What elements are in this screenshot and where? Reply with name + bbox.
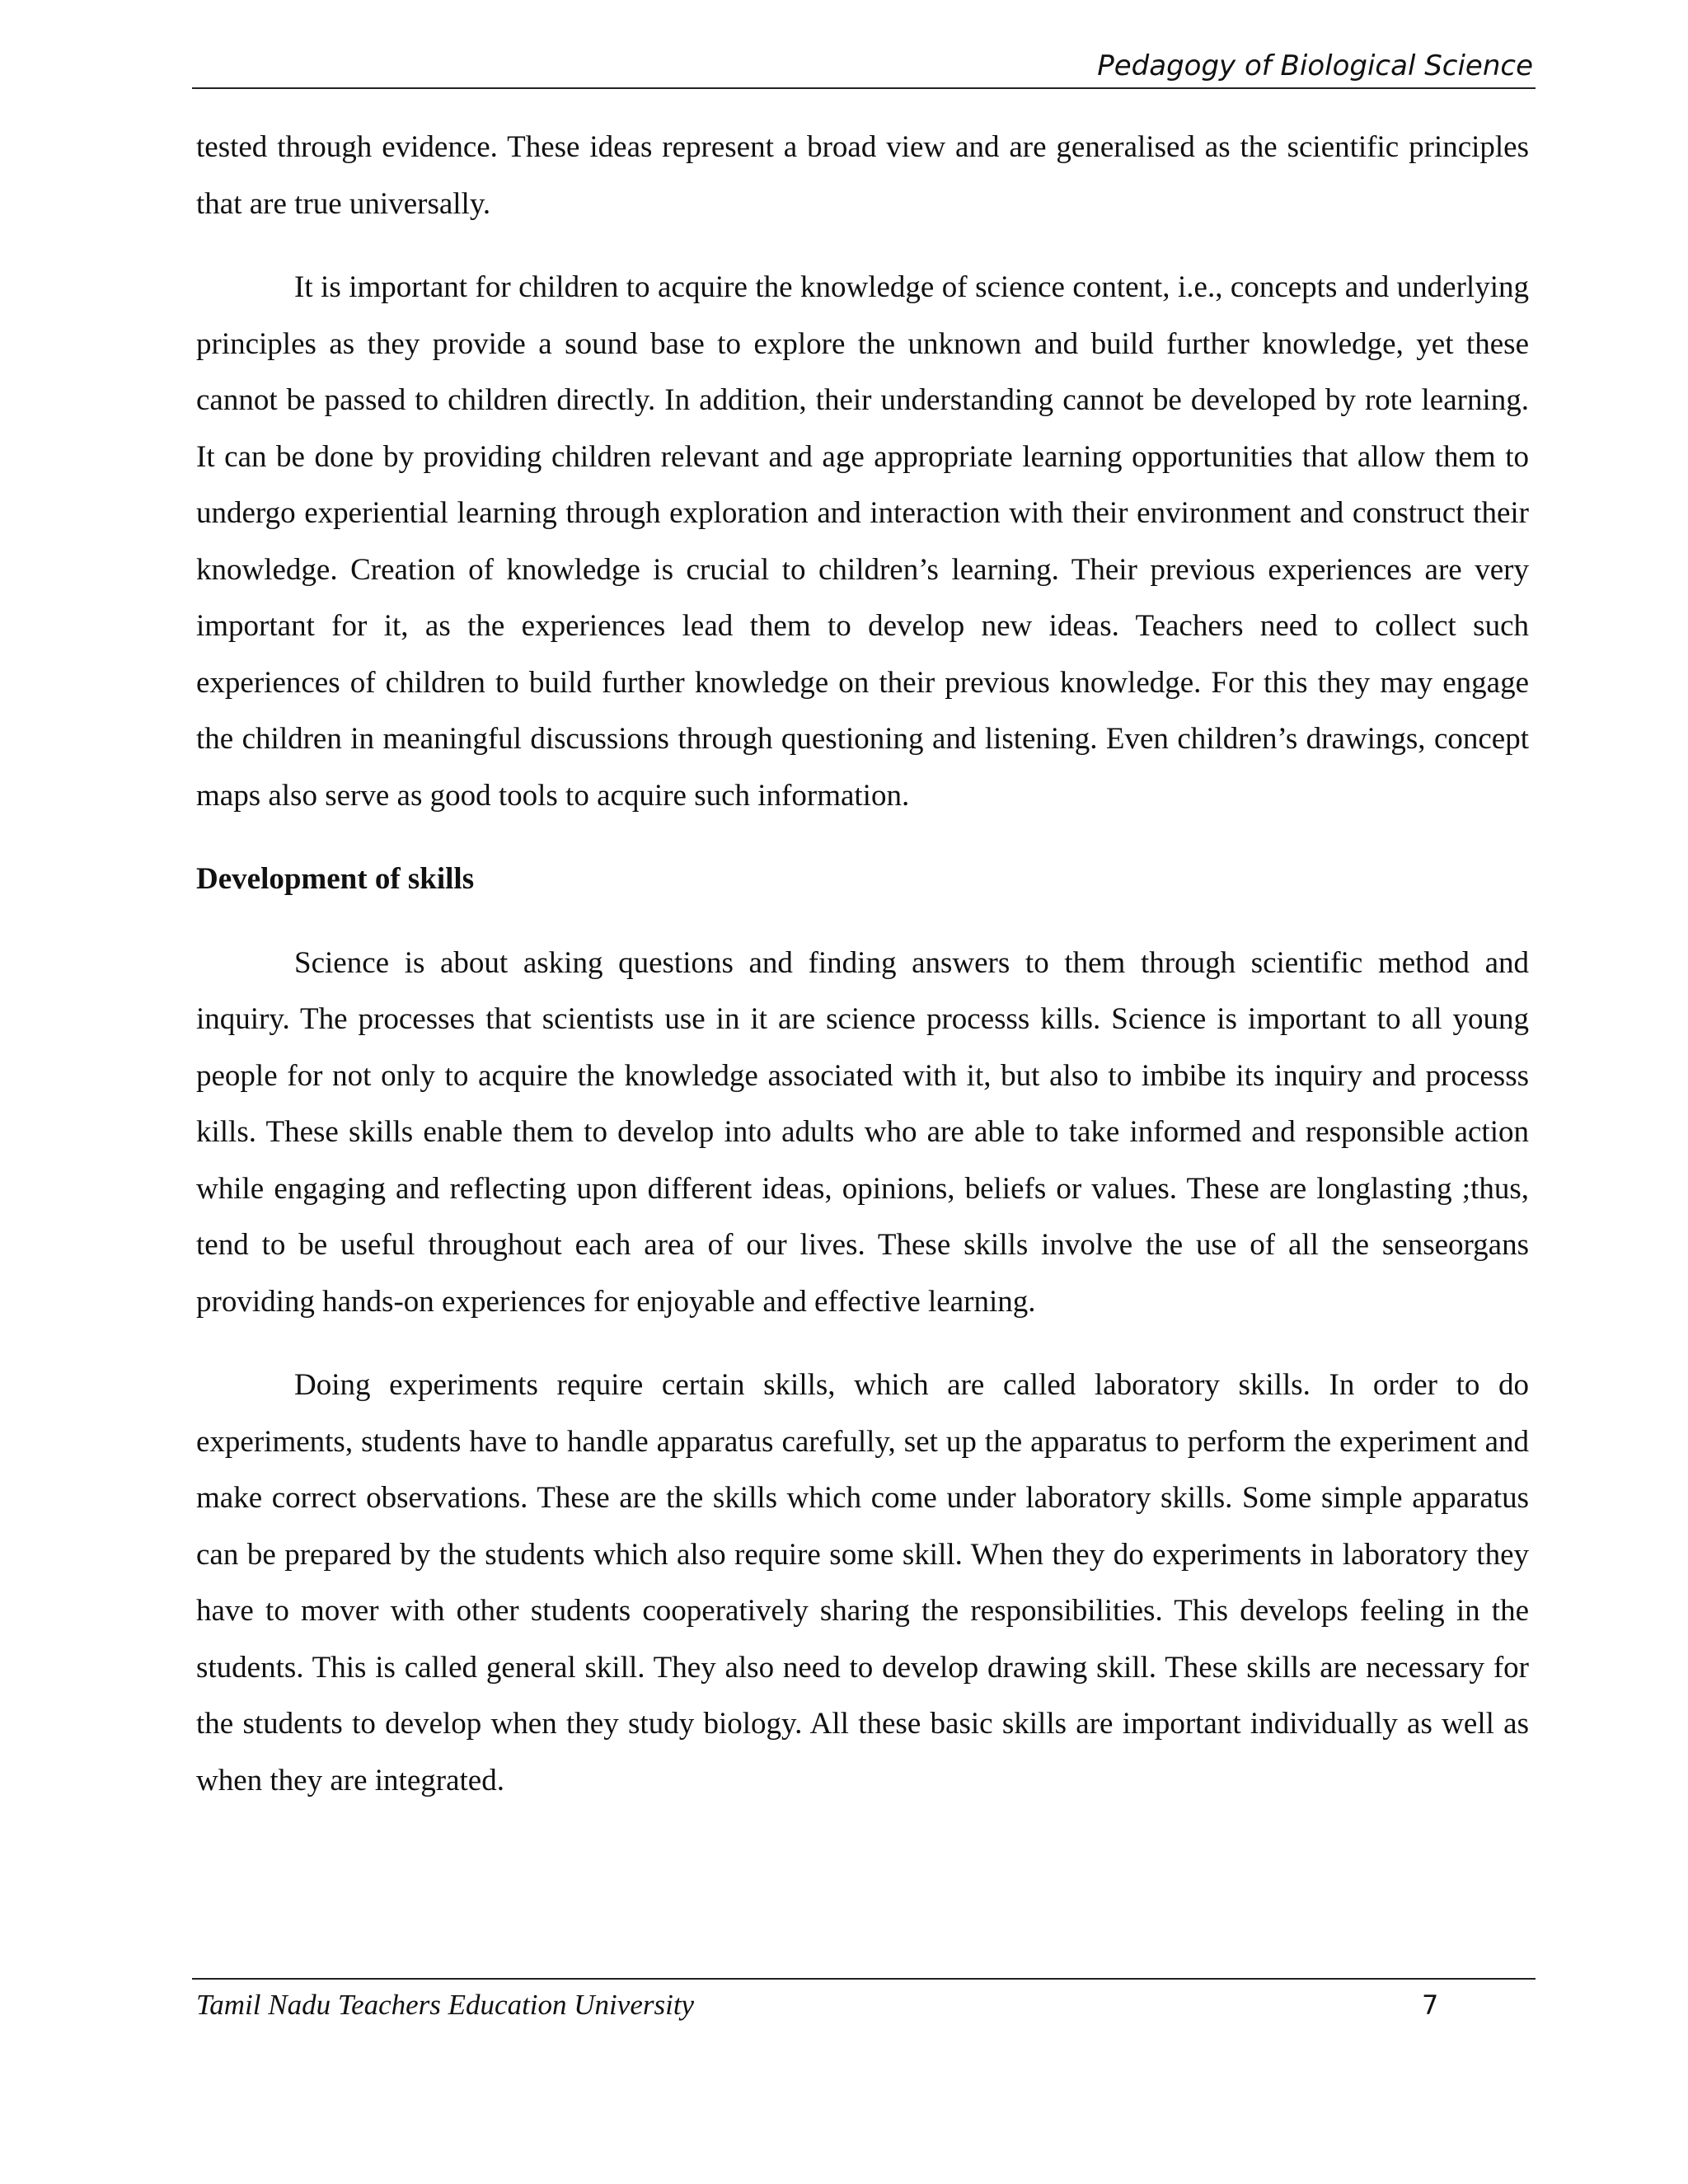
header-divider [192, 87, 1536, 89]
paragraph-continuation: tested through evidence. These ideas represent a broad view and are generalised as the scientific principles that are true universally. [196, 130, 1529, 221]
page-body [196, 120, 1529, 1836]
footer-divider [192, 1978, 1536, 1980]
section-heading: Development of skills [196, 862, 475, 896]
paragraph-laboratory-skills: Doing experiments require certain skills, which are called laboratory skills. In order to do experiments, students have to handle apparatus carefully, set up the apparatus to perform the experiment and make correct observations. These are the skills which come under laboratory skills. Some simple apparatus can be prepared by the students which also require some skill. When they do experiments in laboratory they have to mover with other students cooperatively sharing the responsibilities. This develops feeling in the students. This is called general skill. They also need to develop drawing skill. These skills are necessary for the students to develop when they study biology. All these basic skills are important individually as well as when they are integrated. [196, 1368, 1529, 1797]
paragraph-process-skills: Science is about asking questions and finding answers to them through scientific method and inquiry. The processes that scientists use in it are science processs kills. Science is important to all young people for not only to acquire the knowledge associated with it, but also to imbibe its inquiry and processs kills. These skills enable them to develop into adults who are able to take informed and responsible action while engaging and reflecting upon different ideas, opinions, beliefs or values. These are longlasting ;thus, tend to be useful throughout each area of our lives. These skills involve the use of all the senseorgans providing hands-on experiences for enjoyable and effective learning. [196, 945, 1529, 1319]
running-header: Pedagogy of Biological Science [1097, 49, 1533, 82]
footer-institution: Tamil Nadu Teachers Education University [196, 1989, 695, 2021]
page-number: 7 [1422, 1990, 1439, 2021]
paragraph-science-content: It is important for children to acquire the knowledge of science content, i.e., concepts and underlying principles as they provide a sound base to explore the unknown and build further knowledge, yet these cannot be passed to children directly. In addition, their understanding cannot be developed by rote learning. It can be done by providing children relevant and age appropriate learning opportunities that allow them to undergo experiential learning through exploration and interaction with their environment and construct their knowledge. Creation of knowledge is crucial to children’s learning. Their previous experiences are very important for it, as the experiences lead them to develop new ideas. Teachers need to collect such experiences of children to build further knowledge on their previous knowledge. For this they may engage the children in meaningful discussions through questioning and listening. Even children’s drawings, concept maps also serve as good tools to acquire such information. [196, 270, 1529, 813]
